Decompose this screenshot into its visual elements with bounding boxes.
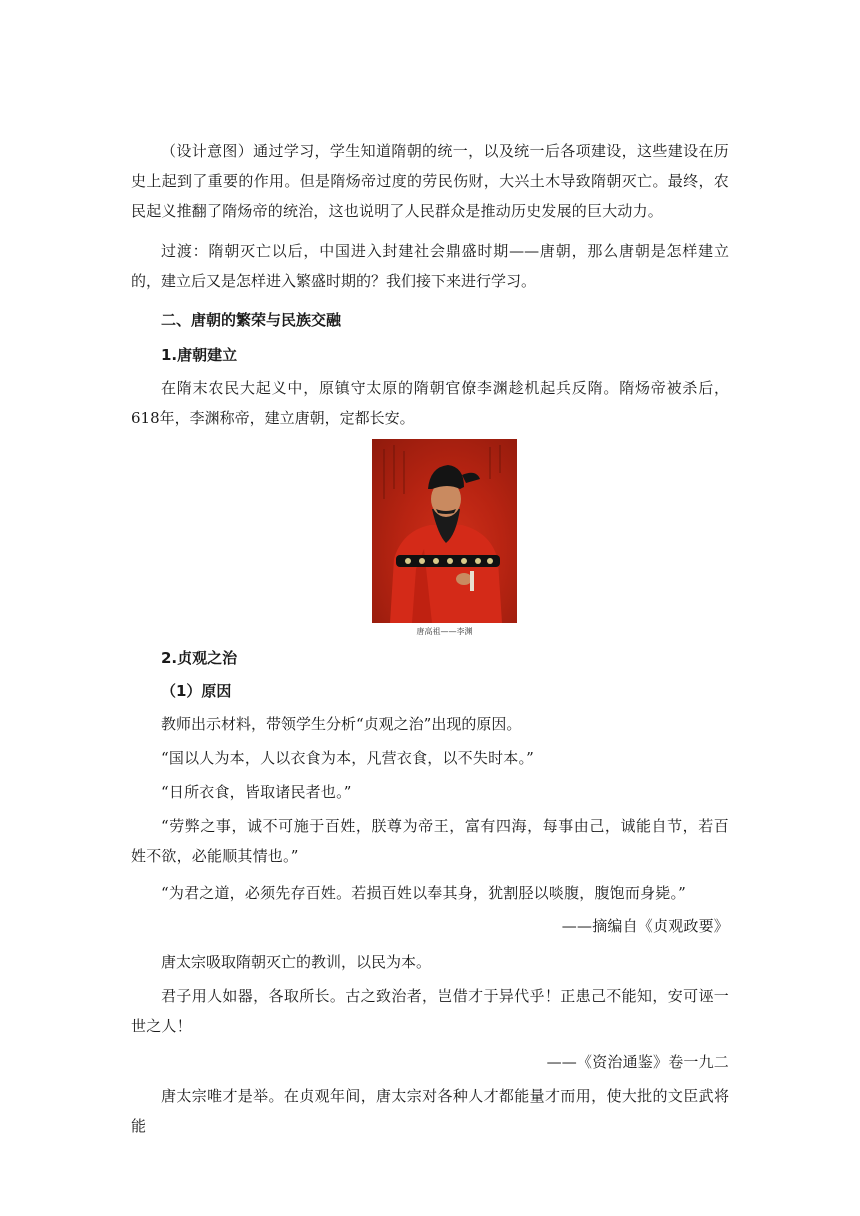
source-zhenguan-zhengyao: ——摘编自《贞观政要》 <box>561 917 729 935</box>
quote-3: “劳弊之事，诚不可施于百姓，朕尊为帝王，富有四海，每事由己，诚能自节，若百姓不欲，必能顺其情也。” <box>131 817 729 865</box>
source-zizhi-tongjian: ——《资治通鉴》卷一九二 <box>546 1053 729 1071</box>
subheading-zhenguan: 2.贞观之治 <box>161 649 238 667</box>
subheading-tang-founding: 1.唐朝建立 <box>161 346 238 364</box>
quote-1: “国以人为本，人以衣食为本，凡营衣食，以不失时本。” <box>161 749 535 767</box>
quote-5: 君子用人如器，各取所长。古之致治者，岂借才于异代乎！正患己不能知，安可诬一世之人！ <box>131 987 729 1035</box>
portrait-caption: 唐高祖——李渊 <box>416 627 473 636</box>
lesson-people-paragraph: 唐太宗吸取隋朝灭亡的教训，以民为本。 <box>161 953 432 971</box>
design-intent-paragraph: （设计意图）通过学习，学生知道隋朝的统一，以及统一后各项建设，这些建设在历史上起到了重要的作用。但是隋炀帝过度的劳民伤财，大兴土木导致隋朝灭亡。最终，农民起义推翻了隋炀帝的统治，这也说明了人民群众是推动历史发展的巨大动力。 <box>131 142 729 220</box>
li-yuan-portrait-illustration <box>372 439 517 623</box>
teacher-intro-paragraph: 教师出示材料，带领学生分析“贞观之治”出现的原因。 <box>161 715 522 733</box>
li-yuan-portrait-image <box>372 439 517 623</box>
section-heading-tang-prosperity: 二、唐朝的繁荣与民族交融 <box>161 311 342 329</box>
tang-founding-paragraph: 在隋末农民大起义中，原镇守太原的隋朝官僚李渊趁机起兵反隋。隋炀帝被杀后，618年，李渊称帝，建立唐朝，定都长安。 <box>131 379 729 427</box>
quote-4: “为君之道，必须先存百姓。若损百姓以奉其身，犹割胫以啖腹，腹饱而身毙。” <box>161 884 687 902</box>
subheading-reason: （1）原因 <box>161 682 232 700</box>
lesson-talent-paragraph: 唐太宗唯才是举。在贞观年间，唐太宗对各种人才都能量才而用，使大批的文臣武将能 <box>131 1087 729 1135</box>
quote-2: “日所衣食，皆取诸民者也。” <box>161 783 352 801</box>
transition-paragraph: 过渡：隋朝灭亡以后，中国进入封建社会鼎盛时期——唐朝，那么唐朝是怎样建立的，建立后又是怎样进入繁盛时期的？我们接下来进行学习。 <box>131 242 729 290</box>
